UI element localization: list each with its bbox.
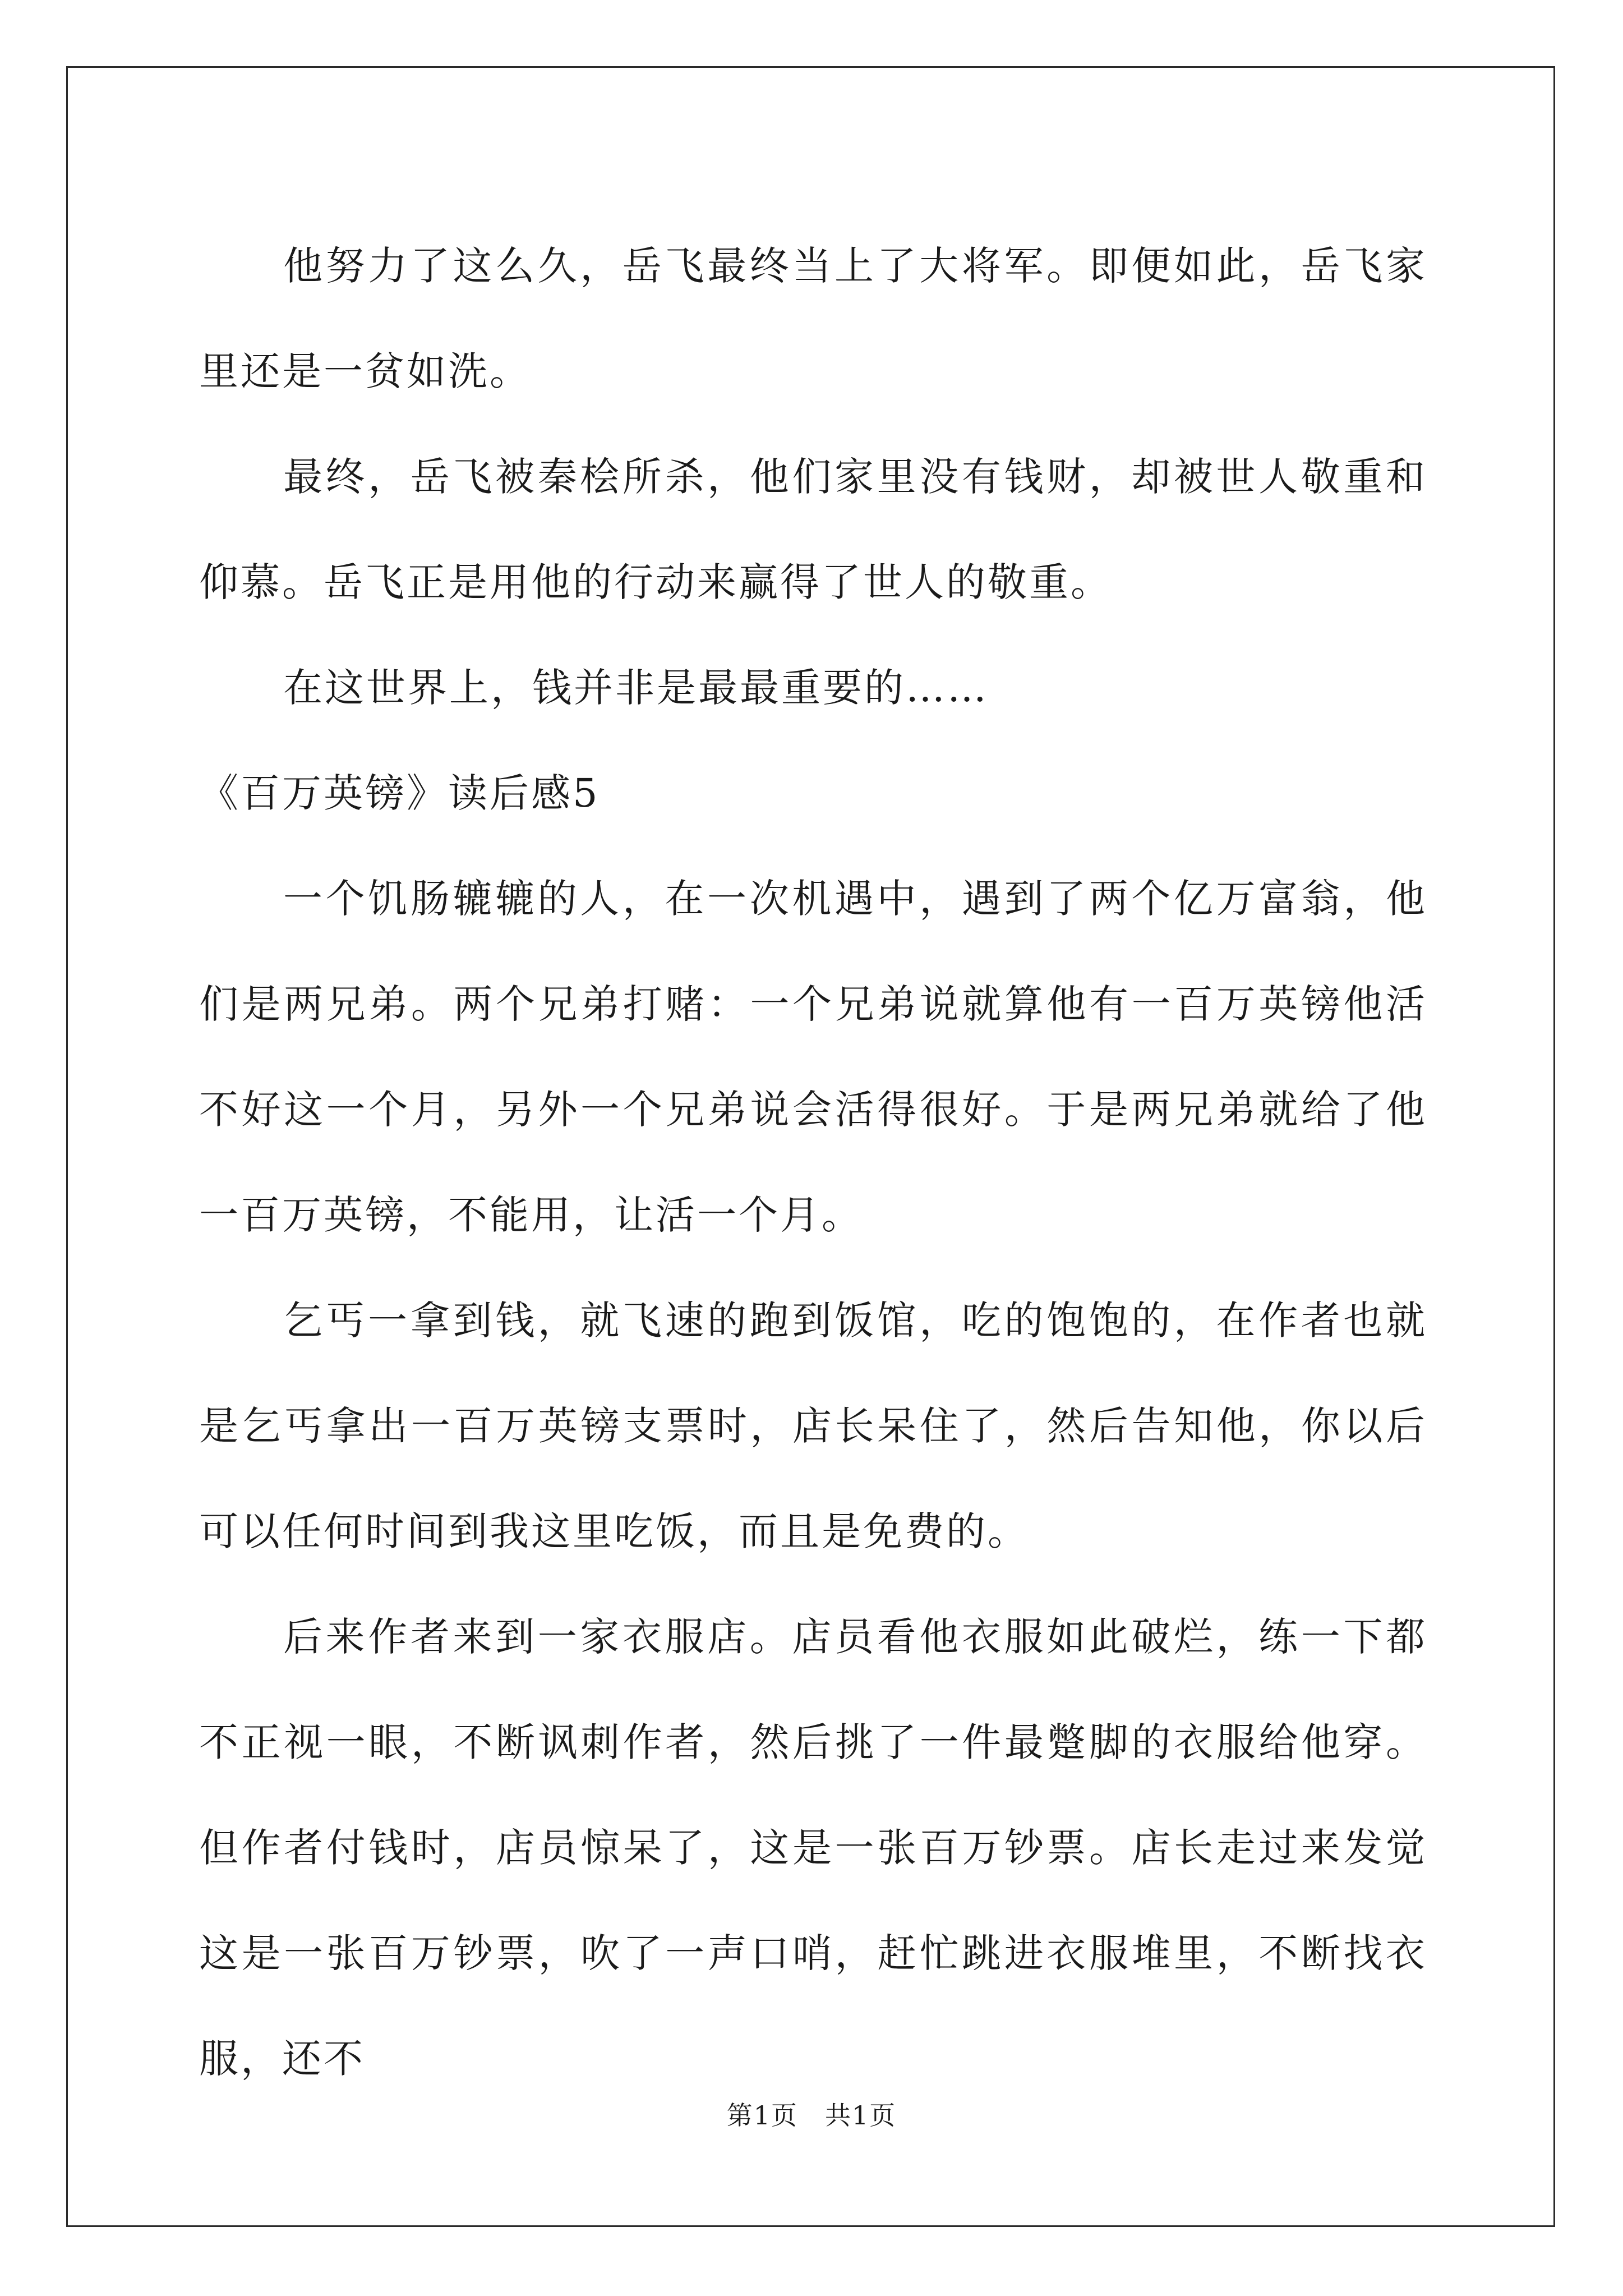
document-body xyxy=(199,213,1427,2111)
paragraph: 他努力了这么久，岳飞最终当上了大将军。即便如此，岳飞家里还是一贫如洗。 xyxy=(199,243,1427,394)
paragraph: 一个饥肠辘辘的人，在一次机遇中，遇到了两个亿万富翁，他们是两兄弟。两个兄弟打赌：一个兄弟说就算他有一百万英镑他活不好这一个月，另外一个兄弟说会活得很好。于是两兄弟就给了他一百万英镑，不能用，让活一个月。 xyxy=(199,876,1427,1238)
paragraph: 后来作者来到一家衣服店。店员看他衣服如此破烂，练一下都不正视一眼，不断讽刺作者，然后挑了一件最蹩脚的衣服给他穿。但作者付钱时，店员惊呆了，这是一张百万钞票。店长走过来发觉这是一张百万钞票，吹了一声口哨，赶忙跳进衣服堆里，不断找衣服，还不 xyxy=(199,1614,1427,2082)
page-footer: 第1页 共1页 xyxy=(726,2100,897,2131)
paragraph: 在这世界上，钱并非是最最重要的…… xyxy=(283,665,989,711)
paragraph: 最终，岳飞被秦桧所杀，他们家里没有钱财，却被世人敬重和仰慕。岳飞正是用他的行动来赢得了世人的敬重。 xyxy=(199,454,1427,605)
paragraph: 乞丐一拿到钱，就飞速的跑到饭馆，吃的饱饱的，在作者也就是乞丐拿出一百万英镑支票时，店长呆住了，然后告知他，你以后可以任何时间到我这里吃饭，而且是免费的。 xyxy=(199,1297,1427,1554)
section-heading: 《百万英镑》读后感5 xyxy=(199,770,600,816)
